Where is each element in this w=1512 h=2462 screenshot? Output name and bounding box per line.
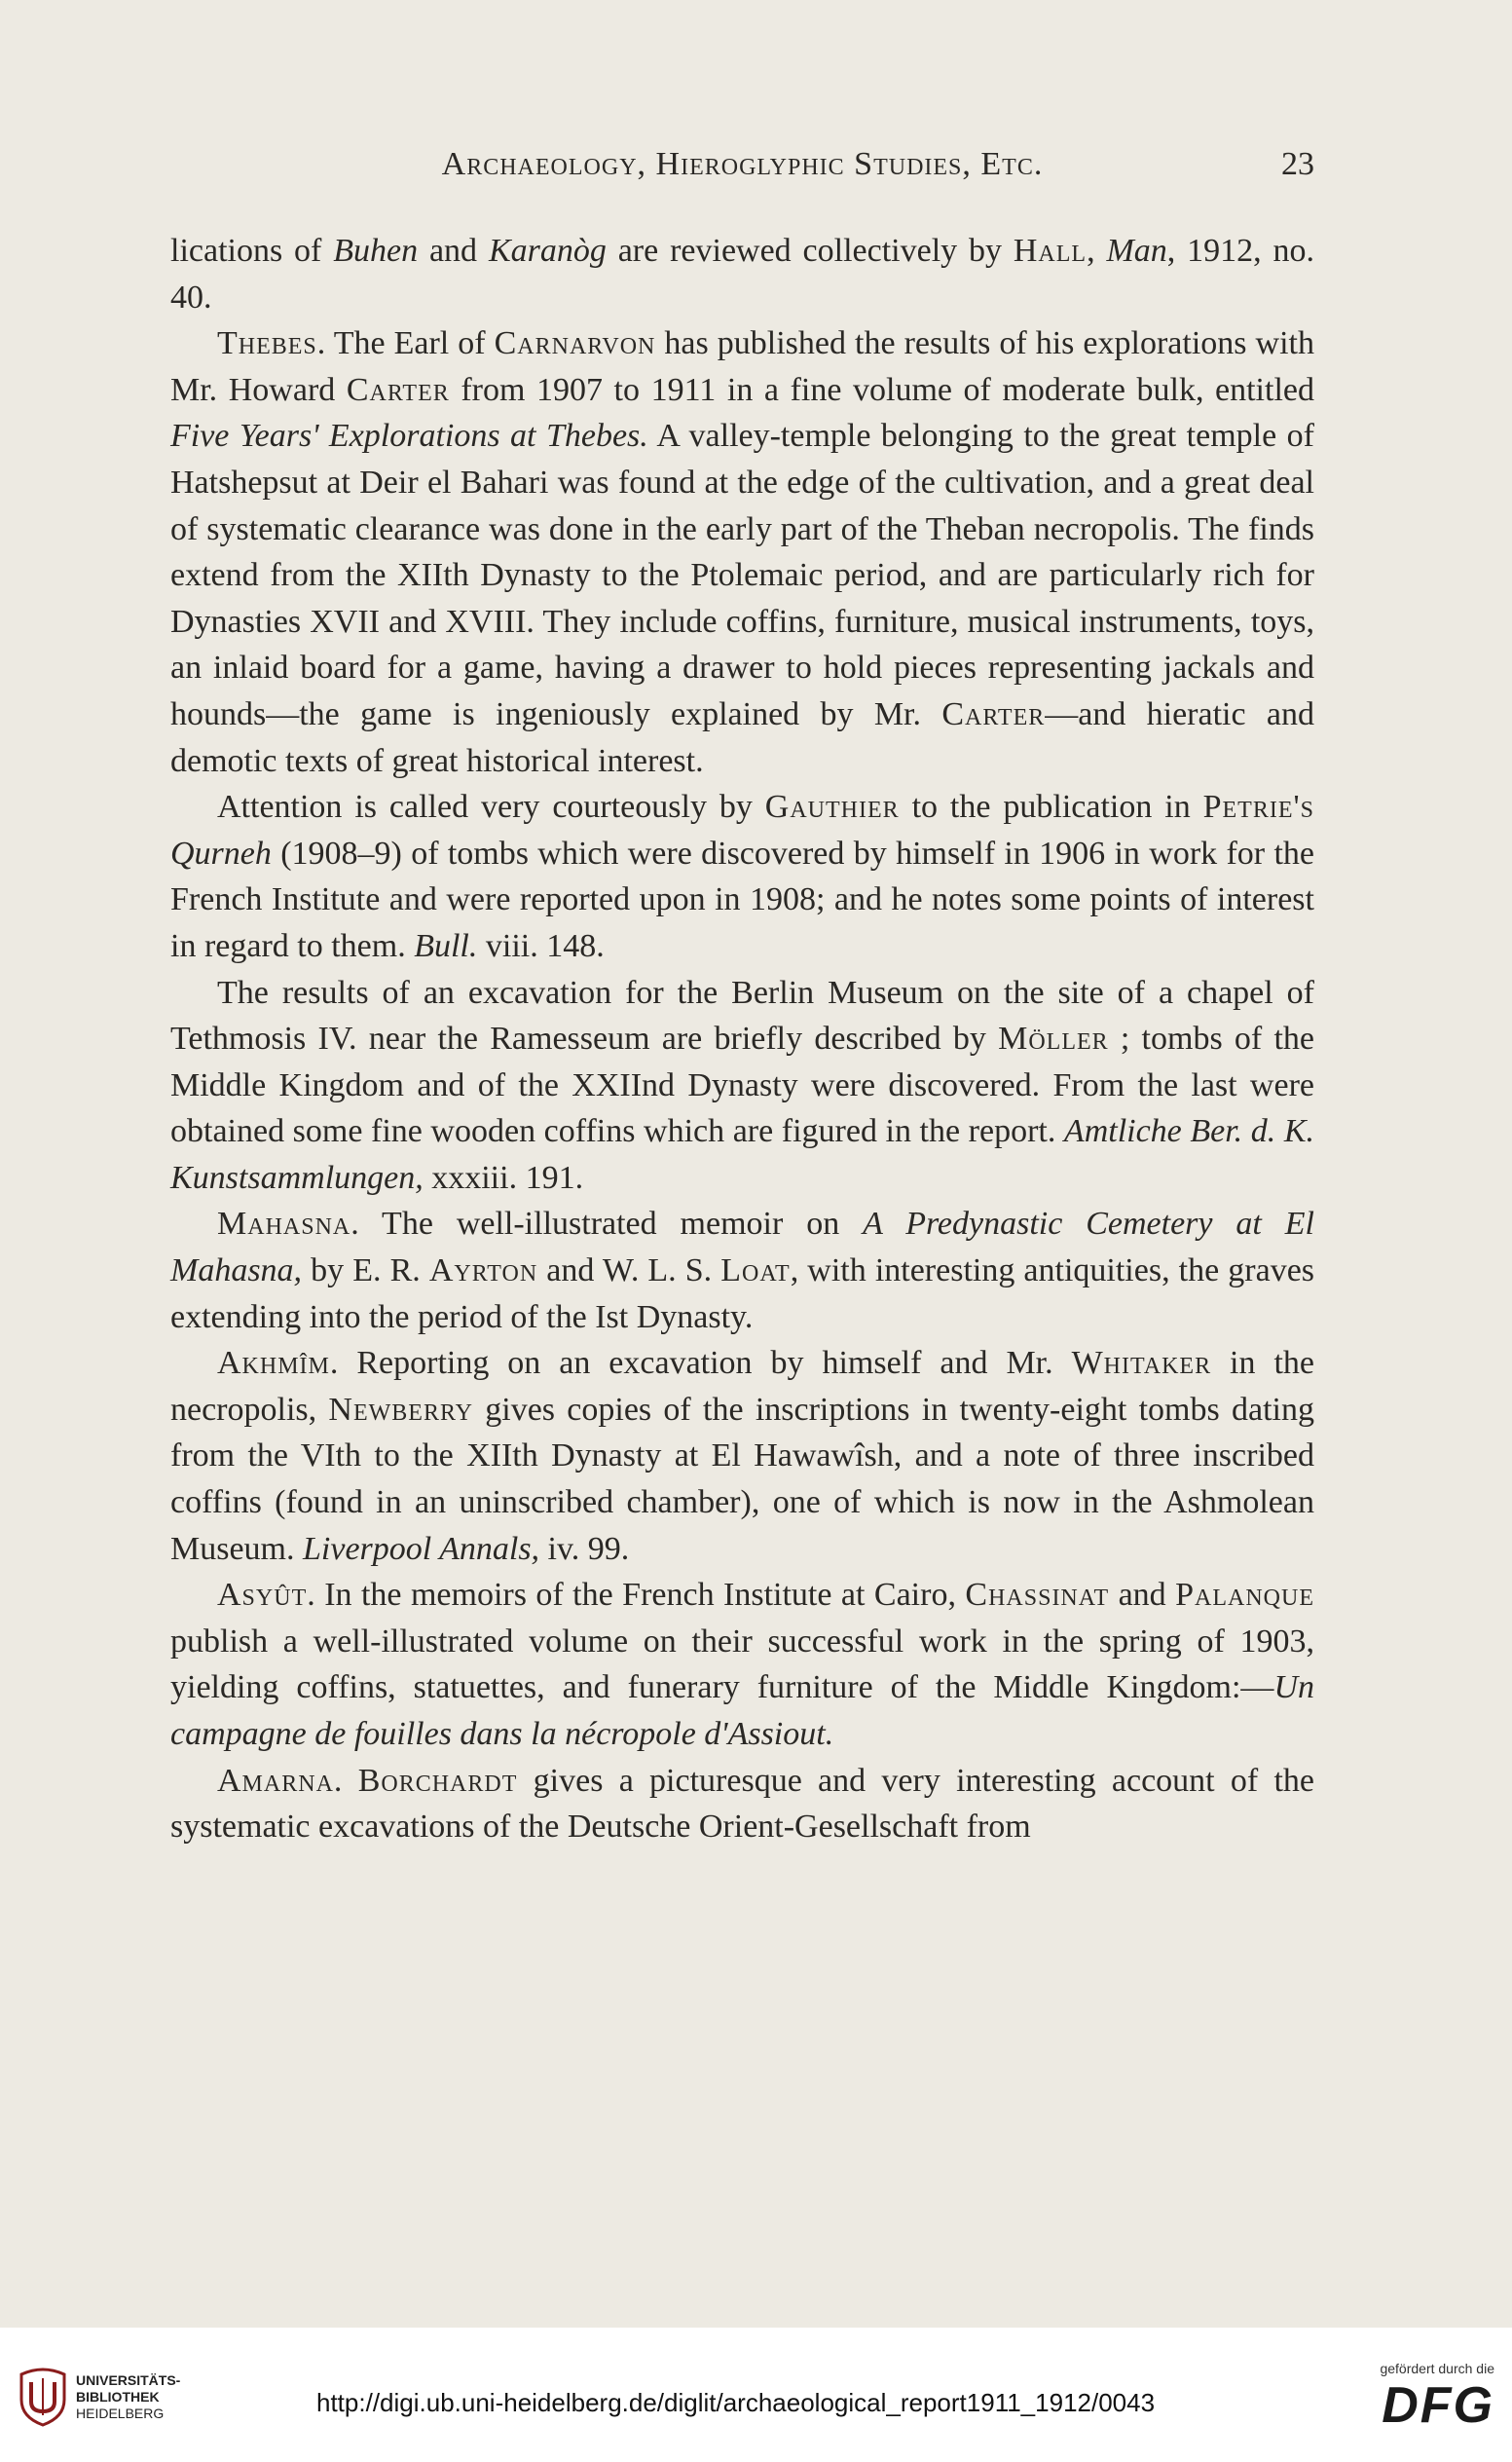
dfg-funding-logo[interactable] [1329,2361,1494,2448]
dfg-mark: DFG [1382,2377,1494,2434]
paragraph-asyut: Asyût. In the memoirs of the French Institute at Cairo, Chassinat and Palanque publish a well-illustrated volume on their successful work in the spring of 1903, yielding coffins, statuettes, and funerary furniture of the Middle Kingdom:—Un campagne de fouilles dans la nécropole d'Assiout. [170,1577,1314,1752]
running-title: Archaeology, Hieroglyphic Studies, Etc. [441,146,1044,182]
university-library-logo[interactable] [18,2367,181,2435]
section-heading-amarna: Amarna [217,1762,334,1799]
paragraph-thebes: Thebes. The Earl of Carnarvon has published the results of his explorations with Mr. Howard Carter from 1907 to 1911 in a fine volume of moderate bulk, entitled Five Years' Explorations at Thebes. A valley-temple belonging to the great temple of Hatshepsut at Deir el Bahari was found at the edge of the cultivation, and a great deal of systematic clearance was done in the early part of the Theban necropolis. The finds extend from the XIIth Dynasty to the Ptolemaic period, and are particularly rich for Dynasties XVII and XVIII. They include coffins, furniture, musical instruments, toys, an inlaid board for a game, having a drawer to hold pieces representing jackals and hounds—the game is ingeniously explained by Mr. Carter—and hieratic and demotic texts of great historical interest. [170,325,1314,779]
paragraph-berlin-museum: The results of an excavation for the Berlin Museum on the site of a chapel of Tethmosis IV. near the Ramesseum are briefly described by Möller ; tombs of the Middle Kingdom and of the XXIInd Dynasty were discovered. From the last were obtained some fine wooden coffins which are figured in the report. Amtliche Ber. d. K. Kunstsammlungen, xxxiii. 191. [170,974,1314,1196]
section-heading-asyut: Asyût [217,1577,308,1614]
paragraph-akhmim: Akhmîm. Reporting on an excavation by himself and Mr. Whitaker in the necropolis, Newberry gives copies of the inscriptions in twenty-eight tombs dating from the VIth to the XIIth Dynasty at El Hawawîsh, and a note of three inscribed coffins (found in an uninscribed chamber), one of which is now in the Ashmolean Museum. Liverpool Annals, iv. 99. [170,1345,1314,1567]
body-text [170,228,1314,1850]
paragraph-buhen: lications of Buhen and Karanòg are reviewed collectively by Hall, Man, 1912, no. 40. [170,233,1315,316]
running-head [170,146,1314,205]
funding-note: gefördert durch die [1380,2361,1494,2376]
paragraph-mahasna: Mahasna. The well-illustrated memoir on A Predynastic Cemetery at El Mahasna, by E. R. Ayrton and W. L. S. Loat, with interesting antiquities, the graves extending into the period of the Ist Dynasty. [170,1206,1315,1335]
library-name: UNIVERSITÄTS- BIBLIOTHEK HEIDELBERG [76,2372,181,2421]
paragraph-gauthier: Attention is called very courteously by Gauthier to the publication in Petrie's Qurneh (1908–9) of tombs which were discovered by himself in 1906 in work for the French Institute and were reported upon in 1908; and he notes some points of interest in regard to them. Bull. viii. 148. [170,789,1314,964]
footer-bar [0,2328,1512,2462]
library-seal-icon [18,2367,68,2427]
section-heading-thebes: Thebes [217,325,317,362]
section-heading-akhmim: Akhmîm [217,1345,330,1382]
paragraph-amarna: Amarna. Borchardt gives a picturesque and very interesting account of the systematic excavations of the Deutsche Orient-Gesellschaft from [170,1762,1315,1846]
page-number: 23 [1281,146,1314,182]
permalink-url[interactable]: http://digi.ub.uni-heidelberg.de/diglit/archaeological_report1911_1912/0043 [316,2388,1156,2417]
section-heading-mahasna: Mahasna [217,1206,351,1243]
